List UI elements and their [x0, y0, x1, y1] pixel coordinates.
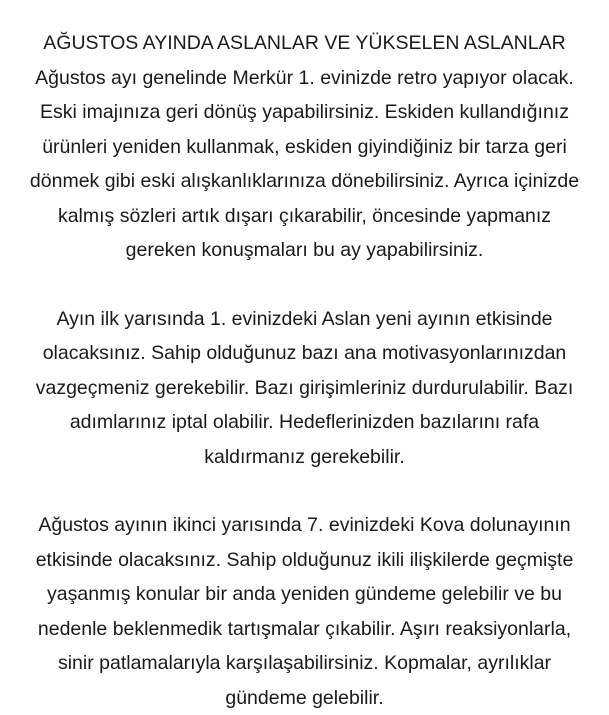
text-line: adımlarınız iptal olabilir. Hedeflerinizden bazılarını rafa: [6, 405, 603, 440]
text-line: Ayın ilk yarısında 1. evinizdeki Aslan yeni ayının etkisinde: [6, 302, 603, 337]
article-title: AĞUSTOS AYINDA ASLANLAR VE YÜKSELEN ASLANLAR: [6, 26, 603, 61]
text-line: dönmek gibi eski alışkanlıklarınıza dönebilirsiniz. Ayrıca içinizde: [6, 164, 603, 199]
text-line: olacaksınız. Sahip olduğunuz bazı ana motivasyonlarınızdan: [6, 336, 603, 371]
text-line: Ağustos ayı genelinde Merkür 1. evinizde retro yapıyor olacak.: [6, 61, 603, 96]
text-line: etkisinde olacaksınız. Sahip olduğunuz ikili ilişkilerde geçmişte: [6, 543, 603, 578]
text-line: nedenle beklenmedik tartışmalar çıkabilir. Aşırı reaksiyonlarla,: [6, 612, 603, 647]
text-line: kalmış sözleri artık dışarı çıkarabilir, öncesinde yapmanız: [6, 199, 603, 234]
paragraph-2: [6, 302, 603, 475]
text-line: gereken konuşmaları bu ay yapabilirsiniz.: [6, 233, 603, 268]
text-line: vazgeçmeniz gerekebilir. Bazı girişimleriniz durdurulabilir. Bazı: [6, 371, 603, 406]
text-line: Eski imajınıza geri dönüş yapabilirsiniz. Eskiden kullandığınız: [6, 95, 603, 130]
text-line: yaşanmış konular bir anda yeniden gündeme gelebilir ve bu: [6, 577, 603, 612]
text-line: ürünleri yeniden kullanmak, eskiden giyindiğiniz bir tarza geri: [6, 130, 603, 165]
paragraph-1: [6, 61, 603, 268]
text-line: gündeme gelebilir.: [6, 681, 603, 715]
paragraph-3: [6, 508, 603, 715]
text-line: kaldırmanız gerekebilir.: [6, 440, 603, 475]
text-line: Ağustos ayının ikinci yarısında 7. evinizdeki Kova dolunayının: [6, 508, 603, 543]
text-line: sinir patlamalarıyla karşılaşabilirsiniz. Kopmalar, ayrılıklar: [6, 646, 603, 681]
